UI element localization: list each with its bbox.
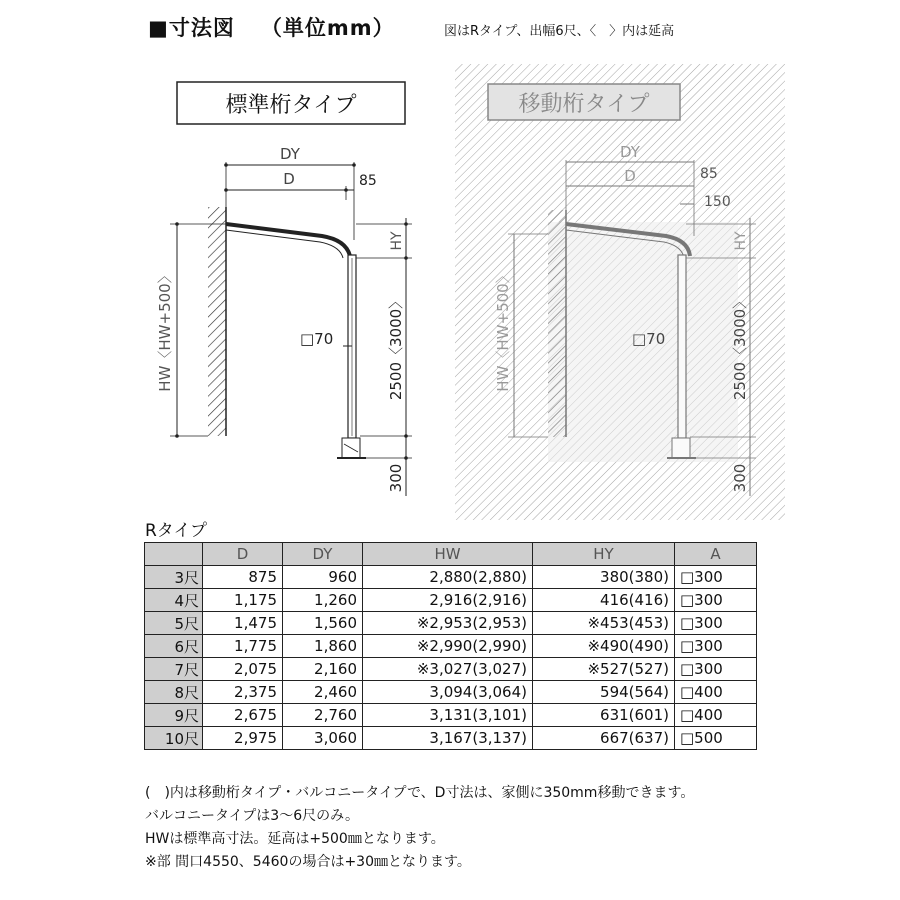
hw-label: HW〈HW+500〉	[156, 268, 174, 392]
row-label: 9尺	[145, 704, 203, 727]
cell-dy: 2,160	[283, 658, 363, 681]
svg-text:85: 85	[700, 166, 718, 182]
cell-hy: ※527(527)	[533, 658, 675, 681]
standard-type-diagram	[156, 82, 412, 496]
cell-a: □300	[675, 589, 757, 612]
d-label: D	[283, 170, 295, 188]
cell-a: □400	[675, 681, 757, 704]
table-row	[145, 681, 757, 704]
row-label: 6尺	[145, 635, 203, 658]
svg-text:2500〈3000〉: 2500〈3000〉	[731, 293, 749, 401]
svg-text:300: 300	[731, 463, 749, 493]
header-d: D	[203, 543, 283, 566]
cell-d: 1,775	[203, 635, 283, 658]
footnote: ※部 間口4550、5460の場合は+30㎜となります。	[145, 854, 471, 870]
svg-text:HY: HY	[733, 231, 749, 251]
title-text: ■寸法図	[148, 16, 235, 40]
spec-table	[144, 542, 757, 750]
cell-a: □300	[675, 658, 757, 681]
table-row	[145, 635, 757, 658]
cell-dy: 1,260	[283, 589, 363, 612]
table-row	[145, 612, 757, 635]
cell-a: □300	[675, 635, 757, 658]
cell-hw: ※3,027(3,027)	[363, 658, 533, 681]
svg-text:□70: □70	[632, 330, 666, 348]
row-label: 3尺	[145, 566, 203, 589]
table-row	[145, 658, 757, 681]
header-a: A	[675, 543, 757, 566]
cell-hw: 3,167(3,137)	[363, 727, 533, 750]
offset-85-label: 85	[359, 173, 377, 189]
cell-dy: 3,060	[283, 727, 363, 750]
moving-type-diagram	[455, 64, 785, 520]
cell-dy: 2,460	[283, 681, 363, 704]
dy-label: DY	[280, 145, 300, 163]
house-wall	[208, 207, 226, 436]
hy-label: HY	[389, 231, 405, 251]
footnote: バルコニータイプは3～6尺のみ。	[145, 808, 359, 824]
cell-hw: 2,916(2,916)	[363, 589, 533, 612]
cell-hy: 631(601)	[533, 704, 675, 727]
depth-300-label: 300	[387, 463, 405, 493]
offset-150-label: 150	[704, 194, 731, 210]
header-hy: HY	[533, 543, 675, 566]
cell-a: □500	[675, 727, 757, 750]
table-caption: Rタイプ	[145, 521, 207, 541]
cell-hy: 667(637)	[533, 727, 675, 750]
cell-d: 875	[203, 566, 283, 589]
post-size-label: □70	[300, 330, 334, 348]
cell-hy: ※490(490)	[533, 635, 675, 658]
unit-text: （単位mm）	[260, 16, 395, 40]
cell-hy: ※453(453)	[533, 612, 675, 635]
cell-d: 1,475	[203, 612, 283, 635]
cell-d: 1,175	[203, 589, 283, 612]
moving-label: 移動桁タイプ	[518, 92, 650, 117]
cell-hw: 3,094(3,064)	[363, 681, 533, 704]
row-label: 5尺	[145, 612, 203, 635]
cell-d: 2,975	[203, 727, 283, 750]
cell-dy: 960	[283, 566, 363, 589]
cell-a: □300	[675, 566, 757, 589]
cell-a: □400	[675, 704, 757, 727]
row-label: 10尺	[145, 727, 203, 750]
table-row	[145, 727, 757, 750]
cell-hw: ※2,953(2,953)	[363, 612, 533, 635]
height-2500-label: 2500〈3000〉	[387, 293, 405, 401]
cell-hy: 594(564)	[533, 681, 675, 704]
standard-label: 標準桁タイプ	[225, 93, 357, 118]
svg-text:DY: DY	[620, 143, 640, 161]
cell-dy: 1,860	[283, 635, 363, 658]
footnote: HWは標準高寸法。延高は+500㎜となります。	[145, 831, 445, 847]
cell-a: □300	[675, 612, 757, 635]
table-row	[145, 566, 757, 589]
cell-hy: 416(416)	[533, 589, 675, 612]
header-size	[145, 543, 203, 566]
cell-hy: 380(380)	[533, 566, 675, 589]
cell-d: 2,375	[203, 681, 283, 704]
svg-text:HW〈HW+500〉: HW〈HW+500〉	[494, 268, 512, 392]
cell-hw: ※2,990(2,990)	[363, 635, 533, 658]
cell-hw: 3,131(3,101)	[363, 704, 533, 727]
table-row	[145, 704, 757, 727]
cell-hw: 2,880(2,880)	[363, 566, 533, 589]
row-label: 4尺	[145, 589, 203, 612]
row-label: 7尺	[145, 658, 203, 681]
cell-d: 2,675	[203, 704, 283, 727]
svg-text:D: D	[624, 167, 636, 185]
header-hw: HW	[363, 543, 533, 566]
header-dy: DY	[283, 543, 363, 566]
table-row	[145, 589, 757, 612]
cell-dy: 2,760	[283, 704, 363, 727]
figure-note: 図はRタイプ、出幅6尺、〈 〉内は延高	[444, 24, 675, 39]
table-header-row	[145, 543, 757, 566]
footnotes	[145, 782, 694, 874]
cell-dy: 1,560	[283, 612, 363, 635]
row-label: 8尺	[145, 681, 203, 704]
footnote: ( )内は移動桁タイプ・バルコニータイプで、D寸法は、家側に350mm移動できます。	[145, 785, 695, 801]
cell-d: 2,075	[203, 658, 283, 681]
